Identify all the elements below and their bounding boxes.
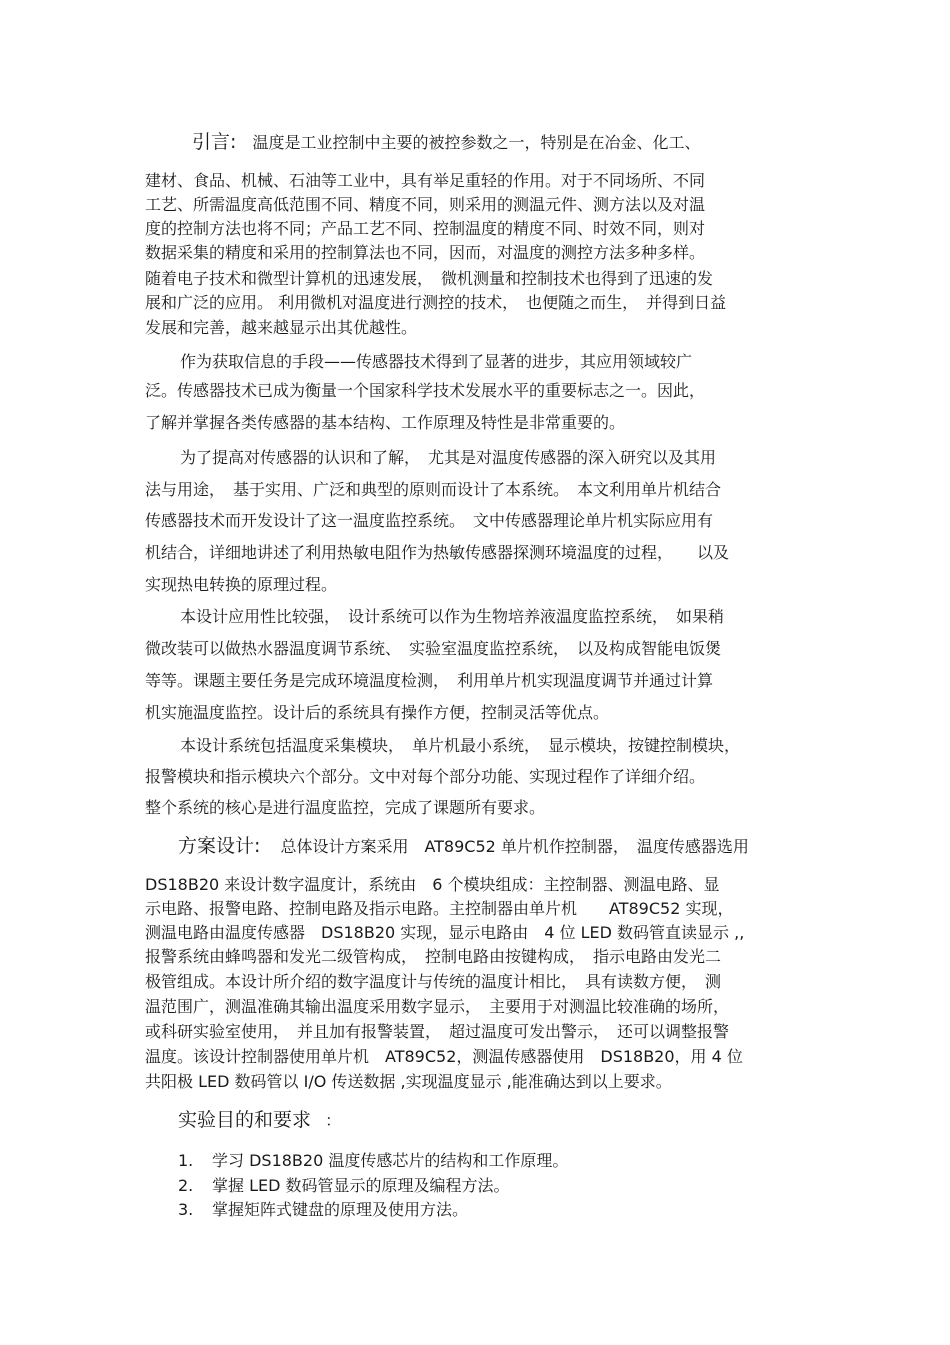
list-item-text: 掌握矩阵式键盘的原理及使用方法。 (212, 1200, 469, 1219)
list-item (178, 1175, 510, 1197)
intro-line-4: 数据采集的精度和采用的控制算法也不同，因而，对温度的测控方法多种多样。 (145, 243, 706, 262)
para3-line-0: 为了提高对传感器的认识和了解， 尤其是对温度传感器的深入研究以及其用 (180, 448, 717, 467)
para2-line-0: 作为获取信息的手段——传感器技术得到了显著的进步，其应用领域较广 (180, 352, 693, 371)
objectives-heading (178, 1108, 341, 1133)
list-item-number: 3. (178, 1200, 194, 1219)
para4-line-0: 本设计应用性比较强， 设计系统可以作为生物培养液温度监控系统， 如果稍 (180, 607, 725, 626)
scheme-line-5: 温范围广，测温准确其输出温度采用数字显示， 主要用于对测温比较准确的场所， (145, 997, 730, 1016)
intro-heading (192, 130, 700, 155)
intro-line-0: 温度是工业控制中主要的被控参数之一，特别是在冶金、化工、 (252, 133, 701, 152)
scheme-line-6: 或科研实验室使用， 并且加有报警装置， 超过温度可发出警示， 还可以调整报警 (145, 1022, 730, 1041)
intro-line-7: 发展和完善，越来越显示出其优越性。 (145, 318, 418, 337)
objectives-label: 实验目的和要求 (178, 1109, 312, 1131)
scheme-line-4: 极管组成。本设计所介绍的数字温度计与传统的温度计相比， 具有读数方便， 测 (145, 972, 722, 991)
intro-label: 引言: (192, 131, 237, 153)
scheme-line-0: DS18B20 来设计数字温度计，系统由 6 个模块组成：主控制器、测温电路、显 (145, 875, 720, 894)
objectives-colon: ： (325, 1111, 342, 1130)
scheme-line-1: 示电路、报警电路、控制电路及指示电路。主控制器由单片机 AT89C52 实现， (145, 899, 734, 918)
para2-line-1: 泛。传感器技术已成为衡量一个国家科学技术发展水平的重要标志之一。因此， (145, 381, 706, 400)
intro-line-2: 工艺、所需温度高低范围不同、精度不同，则采用的测温元件、测方法以及对温 (145, 195, 706, 214)
scheme-label: 方案设计: (178, 835, 261, 857)
list-item (178, 1150, 568, 1172)
list-item-text: 掌握 LED 数码管显示的原理及编程方法。 (212, 1176, 510, 1195)
para4-line-1: 微改装可以做热水器温度调节系统、 实验室温度监控系统， 以及构成智能电饭煲 (145, 639, 722, 658)
para3-line-2: 传感器技术而开发设计了这一温度监控系统。 文中传感器理论单片机实际应用有 (145, 511, 714, 530)
scheme-line-7: 温度。该设计控制器使用单片机 AT89C52，测温传感器使用 DS18B20，用 4 位 (145, 1047, 743, 1066)
scheme-line-8: 共阳极 LED 数码管以 I/O 传送数据 ,实现温度显示 ,能准确达到以上要求。 (145, 1072, 672, 1091)
scheme-heading (178, 834, 749, 859)
scheme-line-2: 测温电路由温度传感器 DS18B20 实现，显示电路由 4 位 LED 数码管直读显示 ,, (145, 923, 745, 942)
para5-line-2: 整个系统的核心是进行温度监控，完成了课题所有要求。 (145, 798, 546, 817)
intro-line-5: 随着电子技术和微型计算机的迅速发展， 微机测量和控制技术也得到了迅速的发 (145, 269, 714, 288)
intro-line-3: 度的控制方法也将不同；产品工艺不同、控制温度的精度不同、时效不同，则对 (145, 219, 706, 238)
para4-line-3: 机实施温度监控。设计后的系统具有操作方便，控制灵活等优点。 (145, 703, 610, 722)
list-item-text: 学习 DS18B20 温度传感芯片的结构和工作原理。 (212, 1151, 569, 1170)
para3-line-3: 机结合，详细地讲述了利用热敏电阻作为热敏传感器探测环境温度的过程， 以及 (145, 543, 730, 562)
list-item (178, 1199, 468, 1221)
para3-line-4: 实现热电转换的原理过程。 (145, 575, 338, 594)
list-item-number: 2. (178, 1176, 194, 1195)
para3-line-1: 法与用途， 基于实用、广泛和典型的原则而设计了本系统。 本文利用单片机结合 (145, 480, 722, 499)
list-item-number: 1. (178, 1151, 194, 1170)
para4-line-2: 等等。课题主要任务是完成环境温度检测， 利用单片机实现温度调节并通过计算 (145, 671, 714, 690)
intro-line-1: 建材、食品、机械、石油等工业中，具有举足重轻的作用。对于不同场所、不同 (145, 171, 706, 190)
para5-line-0: 本设计系统包括温度采集模块， 单片机最小系统， 显示模块，按键控制模块， (180, 736, 741, 755)
para2-line-2: 了解并掌握各类传感器的基本结构、工作原理及特性是非常重要的。 (145, 413, 626, 432)
scheme-line-3: 报警系统由蜂鸣器和发光二级管构成， 控制电路由按键构成， 指示电路由发光二 (145, 947, 722, 966)
scheme-first-line: 总体设计方案采用 AT89C52 单片机作控制器， 温度传感器选用 (280, 837, 749, 856)
intro-line-6: 展和广泛的应用。 利用微机对温度进行测控的技术， 也便随之而生， 并得到日益 (145, 293, 727, 312)
para5-line-1: 报警模块和指示模块六个部分。文中对每个部分功能、实现过程作了详细介绍。 (145, 767, 706, 786)
